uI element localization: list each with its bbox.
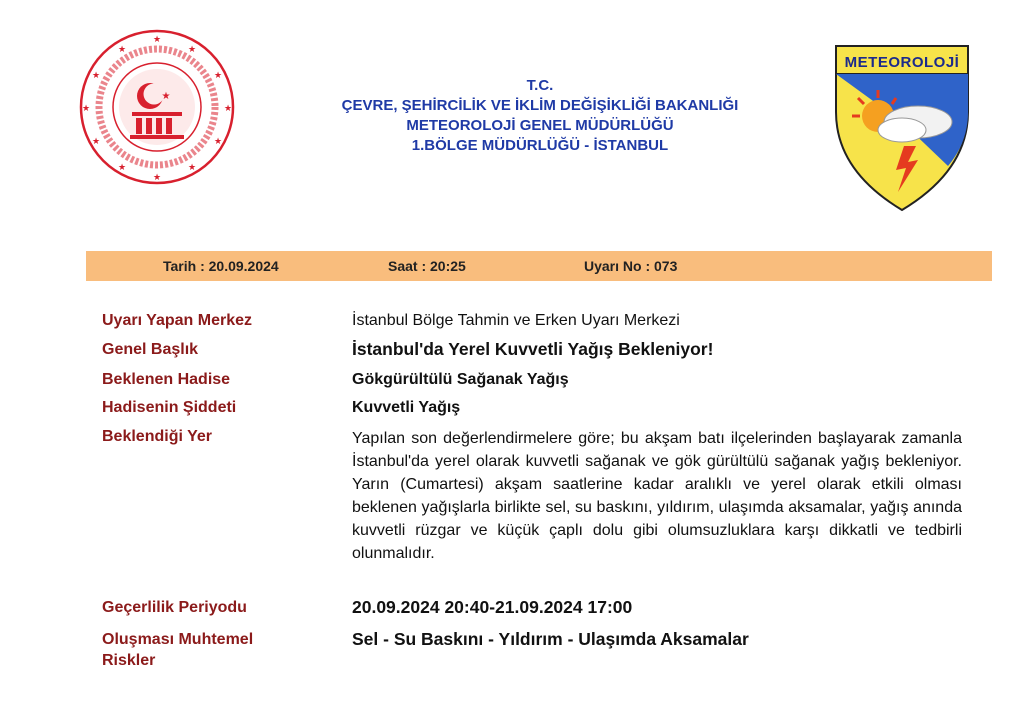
value-validity-period: 20.09.2024 20:40-21.09.2024 17:00 — [352, 597, 633, 617]
svg-text:★: ★ — [91, 70, 101, 80]
warning-info-band — [86, 251, 992, 281]
warning-date: Tarih : 20.09.2024 — [163, 258, 279, 274]
ministry-seal-icon — [78, 28, 236, 186]
warning-time: Saat : 20:25 — [388, 258, 466, 274]
header-line-ministry: ÇEVRE, ŞEHİRCİLİK VE İKLİM DEĞİŞİKLİĞİ BAKANLIĞI — [341, 97, 739, 114]
svg-text:★: ★ — [213, 136, 223, 146]
svg-text:METEOROLOJİ: METEOROLOJİ — [844, 54, 960, 71]
value-possible-risks: Sel - Su Baskını - Yıldırım - Ulaşımda Aksamalar — [352, 629, 749, 649]
value-expected-event: Gökgürültülü Sağanak Yağış — [352, 371, 569, 388]
header-line-region: 1.BÖLGE MÜDÜRLÜĞÜ - İSTANBUL — [411, 137, 669, 154]
value-general-title: İstanbul'da Yerel Kuvvetli Yağış Bekleniyor! — [352, 339, 714, 359]
svg-text:★: ★ — [187, 44, 197, 54]
svg-text:★: ★ — [161, 91, 171, 102]
svg-text:★: ★ — [213, 70, 223, 80]
svg-text:★: ★ — [152, 34, 162, 44]
value-event-severity: Kuvvetli Yağış — [352, 399, 461, 416]
label-expected-location: Beklendiği Yer — [102, 428, 212, 445]
value-issuing-center: İstanbul Bölge Tahmin ve Erken Uyarı Merkezi — [352, 312, 680, 329]
warning-number: Uyarı No : 073 — [584, 258, 678, 274]
header-title-block — [290, 76, 790, 156]
svg-text:★: ★ — [91, 136, 101, 146]
svg-text:★: ★ — [152, 172, 162, 182]
header-line-tc: T.C. — [526, 77, 554, 94]
label-validity-period: Geçerlilik Periyodu — [102, 599, 247, 616]
label-expected-event: Beklenen Hadise — [102, 371, 231, 388]
label-event-severity: Hadisenin Şiddeti — [102, 399, 237, 416]
label-possible-risks: Oluşması Muhtemel Riskler — [102, 631, 254, 669]
svg-text:★: ★ — [117, 44, 127, 54]
label-general-title: Genel Başlık — [102, 341, 199, 358]
svg-text:★: ★ — [117, 162, 127, 172]
value-expected-location: Yapılan son değerlendirmelere göre; bu akşam batı ilçelerinden başlayarak zamanla İstanbul'da yerel olarak kuvvetli sağanak ve gök gürültülü sağanak yağış bekleniyor. Yarın (Cumartesi) akşam saatlerine kadar aralıklı ve yerel olarak etkili olması beklenen yağışlarla birlikte sel, su baskını, yıldırım, ulaşımda aksamalar, yağış anında kuvvetli rüzgar ve küçük çaplı dolu gibi olumsuzluklara karşı dikkatli ve tedbirli olunmalıdır. — [352, 430, 962, 562]
svg-text:★: ★ — [223, 103, 233, 113]
header-line-directorate: METEOROLOJİ GENEL MÜDÜRLÜĞÜ — [406, 117, 674, 134]
meteoroloji-logo-icon — [832, 42, 972, 214]
label-issuing-center: Uyarı Yapan Merkez — [102, 312, 253, 329]
svg-text:★: ★ — [187, 162, 197, 172]
svg-text:★: ★ — [81, 103, 91, 113]
